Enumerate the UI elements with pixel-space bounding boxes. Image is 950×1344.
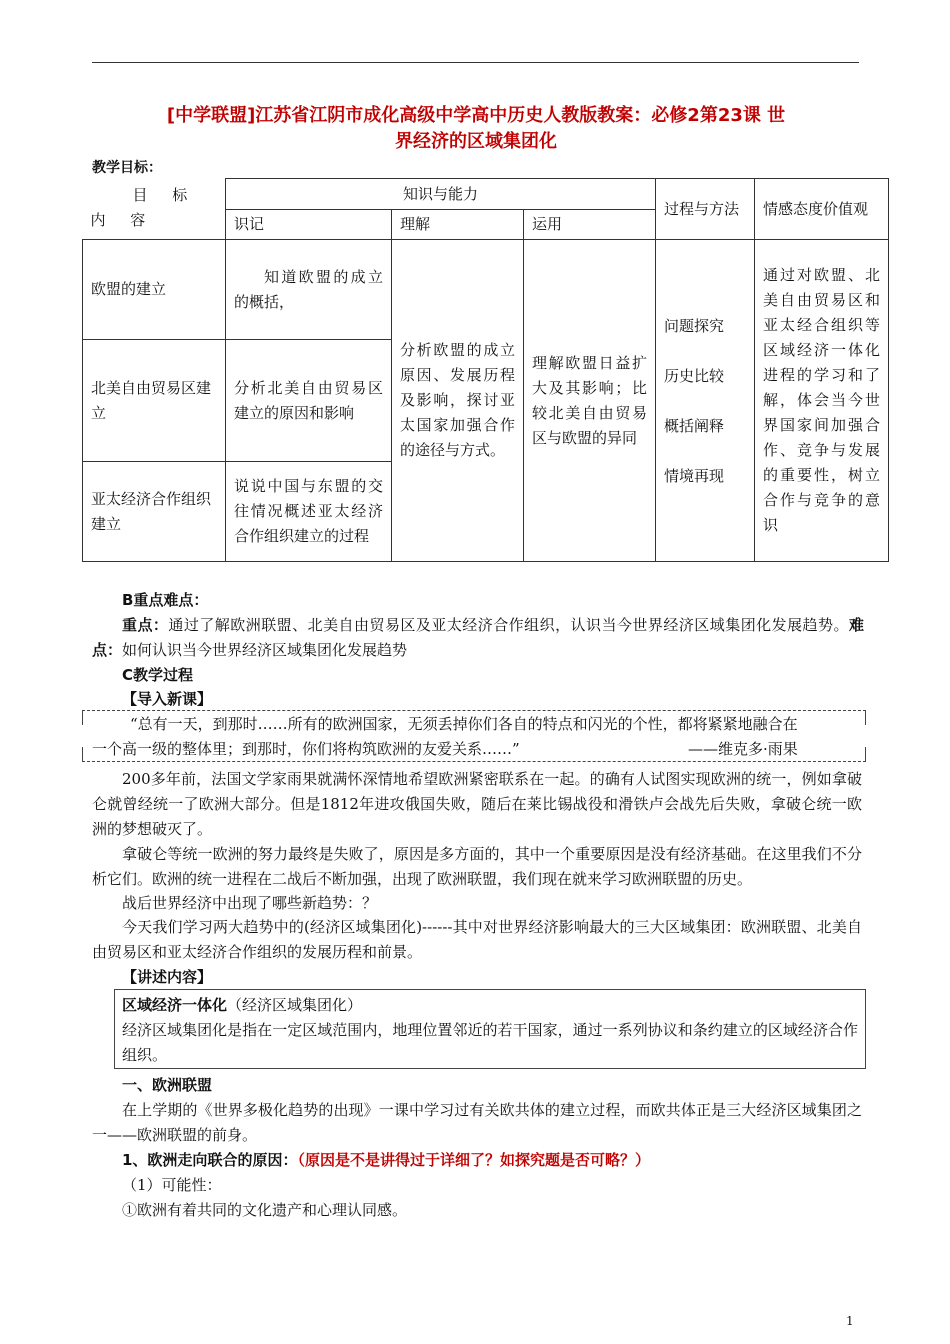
apply-cell: 理解欧盟日益扩大及其影响；比较北美自由贸易区与欧盟的异同: [524, 240, 656, 562]
quote-box-tick-br: [865, 747, 866, 761]
corner-cell: [83, 179, 226, 240]
corner-bottom: 内 容: [90, 210, 156, 229]
method-3: 概括阐释: [664, 416, 725, 435]
box-title-bold: 区域经济一体化: [122, 996, 228, 1014]
method-4: 情境再现: [664, 466, 725, 485]
emotion-cell: 通过对欧盟、北美自由贸易区和亚太经合组织等区域经济一体化进程的学习和了解，体会当今世界国家间加强合作、竞争与发展的重要性，树立合作与竞争的意识: [755, 240, 889, 562]
method-2: 历史比较: [664, 366, 725, 385]
understand-cell: 分析欧盟的成立原因、发展历程及影响，探讨亚太国家加强合作的途径与方式。: [392, 240, 524, 562]
header-rule: [92, 62, 859, 63]
key-points: [92, 613, 864, 663]
box-text-wrap: [92, 1018, 858, 1068]
question-1-note: （原因是不是讲得过于详细了？如探究题是否可略？）: [297, 1151, 650, 1169]
question-1: [122, 1148, 650, 1173]
key-text: 通过了解欧洲联盟、北美自由贸易区及亚太经济合作组织，认识当今世界经济区域集团化发展趋势。: [168, 616, 849, 634]
corner-top: 目 标: [132, 185, 198, 204]
method-1: 问题探究: [664, 316, 725, 335]
header-remember: 识记: [226, 210, 392, 240]
quote-box-tick-tr: [865, 711, 866, 725]
header-apply: 运用: [524, 210, 656, 240]
quote-box-tick-bl: [82, 747, 83, 761]
header-process: 过程与方法: [656, 179, 755, 240]
question-1-label: 1、欧洲走向联合的原因：: [122, 1151, 298, 1169]
row-remember-apec: 说说中国与东盟的交往情况概述亚太经济合作组织建立的过程: [226, 462, 392, 562]
item-1: （1）可能性：: [122, 1176, 222, 1194]
item-2: ①欧洲有着共同的文化遗产和心理认同感。: [122, 1201, 408, 1219]
b-heading: B重点难点：: [122, 591, 209, 609]
row-remember-eu: 知道欧盟的成立的概括，: [226, 240, 392, 340]
section-1-heading: 一、欧洲联盟: [122, 1076, 213, 1094]
box-text: 经济区域集团化是指在一定区域范围内，地理位置邻近的若干国家，通过一系列协议和条约建立的区域经济合作组织。: [122, 1021, 858, 1064]
section-1-para: 在上学期的《世界多极化趋势的出现》一课中学习过有关欧共体的建立过程，而欧共体正是三大经济区域集团之一——欧洲联盟的前身。: [92, 1101, 862, 1144]
para-4: 今天我们学习两大趋势中的(经济区域集团化)------其中对世界经济影响最大的三大区域集团：欧洲联盟、北美自由贸易区和亚太经济合作组织的发展历程和前景。: [92, 918, 862, 961]
quote-author: ——维克多·雨果: [688, 740, 798, 758]
objectives-table: [82, 178, 889, 562]
header-knowledge: 知识与能力: [226, 179, 656, 210]
box-title: [122, 993, 362, 1018]
para-2: 拿破仑等统一欧洲的努力最终是失败了，原因是多方面的，其中一个重要原因是没有经济基础。在这里我们不分析它们。欧洲的统一进程在二战后不断加强，出现了欧洲联盟，我们现在就来学习欧洲联盟的历史。: [92, 845, 862, 888]
quote-line1: “总有一天，到那时……所有的欧洲国家，无须丢掉你们各自的特点和闪光的个性，都将紧紧地融合在: [130, 715, 798, 733]
quote-box-tick-tl: [82, 711, 83, 725]
row-remember-nafta: 分析北美自由贸易区建立的原因和影响: [226, 340, 392, 462]
intro-heading: 【导入新课】: [122, 690, 213, 708]
c-heading: C教学过程: [122, 666, 194, 684]
key-label: 重点：: [122, 616, 169, 634]
row-topic-eu: 欧盟的建立: [83, 240, 226, 340]
methods-cell: [656, 240, 755, 562]
hard-text: 如何认识当今世界经济区域集团化发展趋势: [122, 641, 408, 659]
goals-heading: 教学目标：: [92, 160, 162, 176]
doc-title-line2: 界经济的区域集团化: [395, 131, 557, 152]
box-title-rest: （经济区域集团化）: [227, 996, 363, 1014]
quote-line2: 一个高一级的整体里；到那时，你们将构筑欧洲的友爱关系……”: [92, 740, 520, 758]
doc-title-line1: [中学联盟]江苏省江阴市成化高级中学高中历史人教版教案：必修2第23课 世: [166, 105, 786, 126]
header-emotion: 情感态度价值观: [755, 179, 889, 240]
row-topic-apec: 亚太经济合作组织建立: [83, 462, 226, 562]
para-3: 战后世界经济中出现了哪些新趋势：？: [122, 894, 378, 912]
hard-label: 难点：: [92, 616, 864, 659]
row-topic-nafta: 北美自由贸易区建立: [83, 340, 226, 462]
lecture-heading: 【讲述内容】: [122, 968, 213, 986]
page-number: 1: [846, 1314, 854, 1328]
para-1: 200多年前，法国文学家雨果就满怀深情地希望欧洲紧密联系在一起。的确有人试图实现欧洲的统一，例如拿破仑就曾经统一了欧洲大部分。但是1812年进攻俄国失败，随后在莱比锡战役和滑铁卢会战先后失败，拿破仑统一欧洲的梦想破灭了。: [92, 770, 862, 838]
header-understand: 理解: [392, 210, 524, 240]
